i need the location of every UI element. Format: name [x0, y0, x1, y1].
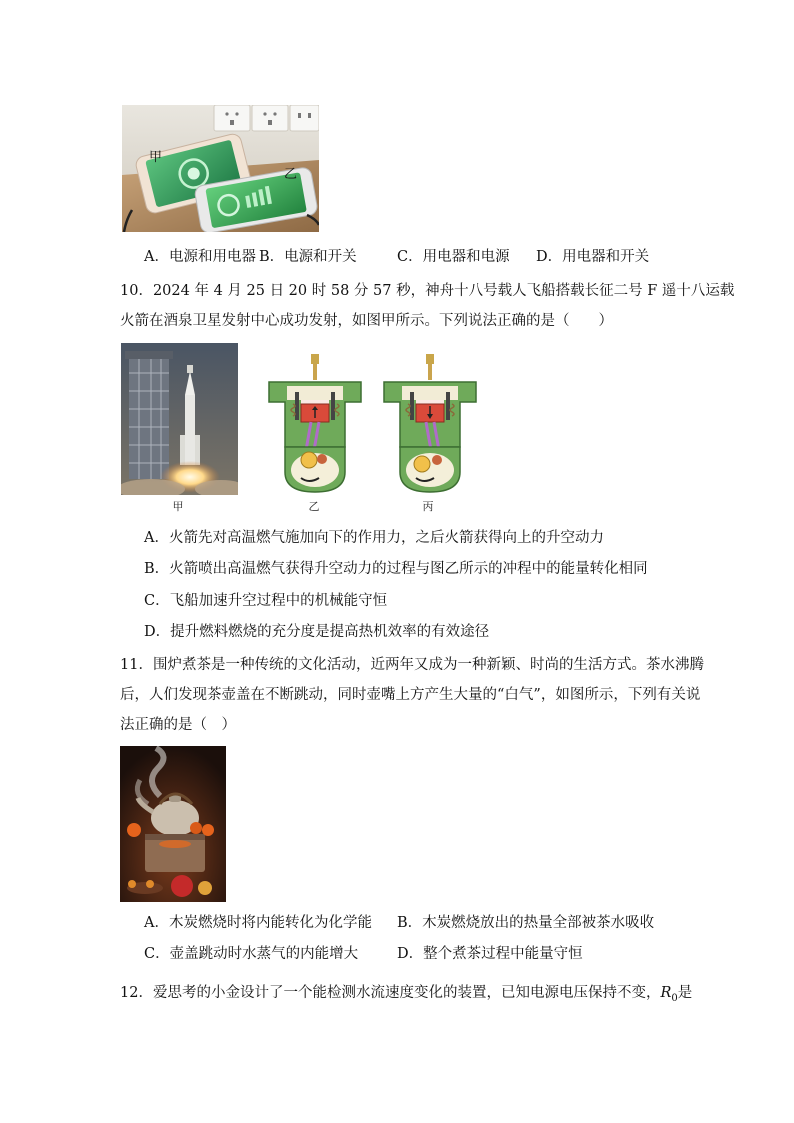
q10-option-d: D．提升燃料燃烧的充分度是提高热机效率的有效途径 [144, 624, 490, 640]
q11-stem-line-3: 法正确的是（ ） [120, 717, 236, 733]
q10-option-b: B．火箭喷出高温燃气获得升空动力的过程与图乙所示的冲程中的能量转化相同 [144, 561, 648, 577]
rocket-launch-photo [121, 343, 238, 495]
q9-option-d: D．用电器和开关 [536, 249, 650, 265]
q12-variable-subscript: 0 [671, 992, 678, 1004]
q12-stem-line-1 [120, 983, 692, 1009]
q10-stem-line-1: 10．2024 年 4 月 25 日 20 时 58 分 57 秒，神舟十八号载人飞船搭载长征二号 F 遥十八运载 [120, 283, 735, 299]
q10-option-a: A．火箭先对高温燃气施加向下的作用力，之后火箭获得向上的升空动力 [144, 530, 604, 546]
q11-option-d: D．整个煮茶过程中能量守恒 [397, 946, 583, 962]
engine-cylinder-bing [380, 352, 480, 497]
q10-stem-line-2: 火箭在酒泉卫星发射中心成功发射，如图甲所示。下列说法正确的是（ ） [120, 313, 613, 329]
q10-option-c: C．飞船加速升空过程中的机械能守恒 [144, 593, 388, 609]
engine-diagram-yi [265, 352, 365, 497]
figure-caption-jia: 甲 [172, 500, 184, 513]
q9-option-b: B．电源和开关 [259, 249, 357, 265]
q12-variable-r: R [660, 985, 672, 1001]
q12-stem-text: 12．爱思考的小金设计了一个能检测水流速度变化的装置，已知电源电压保持不变， [120, 985, 661, 1001]
q11-option-c: C．壶盖跳动时水蒸气的内能增大 [144, 946, 359, 962]
q9-option-a: A．电源和用电器 [144, 249, 256, 265]
rocket-launch-illustration [121, 343, 238, 495]
q11-stem-line-2: 后，人们发现茶壶盖在不断跳动，同时壶嘴上方产生大量的“白气”，如图所示，下列有关说 [120, 687, 701, 703]
figure-caption-bing: 丙 [422, 500, 434, 513]
phone-label-jia: 甲 [149, 150, 163, 165]
tea-brewing-photo [120, 746, 226, 902]
phone-label-yi: 乙 [284, 167, 298, 182]
q11-stem-line-1: 11．围炉煮茶是一种传统的文化活动，近两年又成为一种新颖、时尚的生活方式。茶水沸腾 [120, 657, 704, 673]
figure-caption-yi: 乙 [308, 500, 320, 513]
phones-charging-photo [122, 105, 319, 232]
q11-option-b: B．木炭燃烧放出的热量全部被茶水吸收 [397, 915, 655, 931]
engine-cylinder-yi [265, 352, 365, 497]
q11-option-a: A．木炭燃烧时将内能转化为化学能 [144, 915, 372, 931]
q12-stem-tail: 是 [677, 985, 693, 1001]
q9-option-c: C．用电器和电源 [397, 249, 510, 265]
tea-brewing-illustration [120, 746, 226, 902]
engine-diagram-bing [380, 352, 480, 497]
